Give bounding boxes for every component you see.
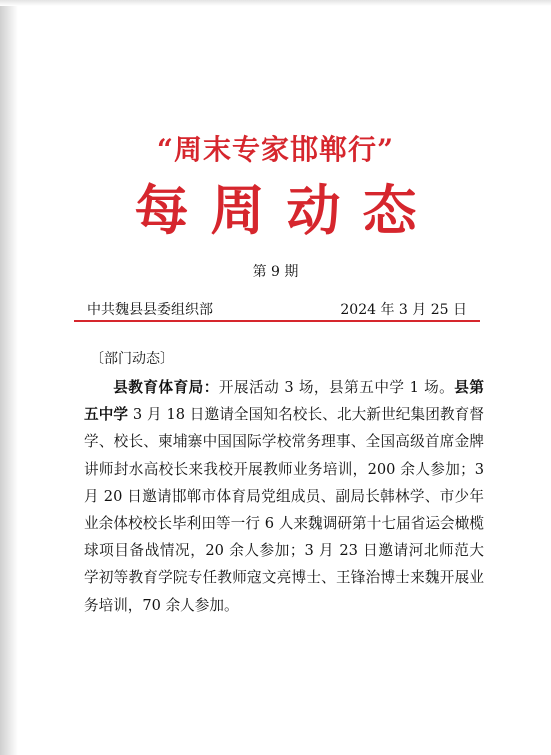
activity-summary: 开展活动 3 场，县第五中学 1 场。 bbox=[218, 379, 455, 396]
activity-detail: 3 月 18 日邀请全国知名校长、北大新世纪集团教育督学、校长、柬埔寨中国国际学校常务理事、全国高级首席金牌讲师封水高校长来我校开展教师业务培训，200 余人参加；3 月 20 日邀请邯郸市体育局党组成员、副局长韩林学、市少年业余体校校长毕利田等一行 6 人来魏调研第十七届省运会橄榄球项目备战情况，20 余人参加；3 月 23 日邀请河北师范大学初等教育学院专任教师寇文亮博士、王锋治博士来魏开展业务培训，70 余人参加。 bbox=[84, 406, 484, 614]
section-label: 〔部门动态〕 bbox=[90, 351, 174, 367]
scan-top-edge-shadow bbox=[0, 0, 551, 6]
issue-number: 第 9 期 bbox=[252, 264, 299, 280]
scan-left-edge-shadow bbox=[0, 0, 18, 755]
newsletter-subtitle: “周末专家邯郸行” bbox=[156, 133, 395, 166]
issue-date: 2024 年 3 月 25 日 bbox=[340, 302, 467, 318]
issuing-organization: 中共魏县县委组织部 bbox=[87, 302, 213, 318]
header-divider bbox=[74, 320, 480, 322]
body-paragraph bbox=[84, 374, 484, 619]
newsletter-title: 每周动态 bbox=[134, 178, 439, 242]
department-name: 县教育体育局： bbox=[113, 379, 219, 396]
school-name: 县第五中学 bbox=[84, 379, 484, 424]
